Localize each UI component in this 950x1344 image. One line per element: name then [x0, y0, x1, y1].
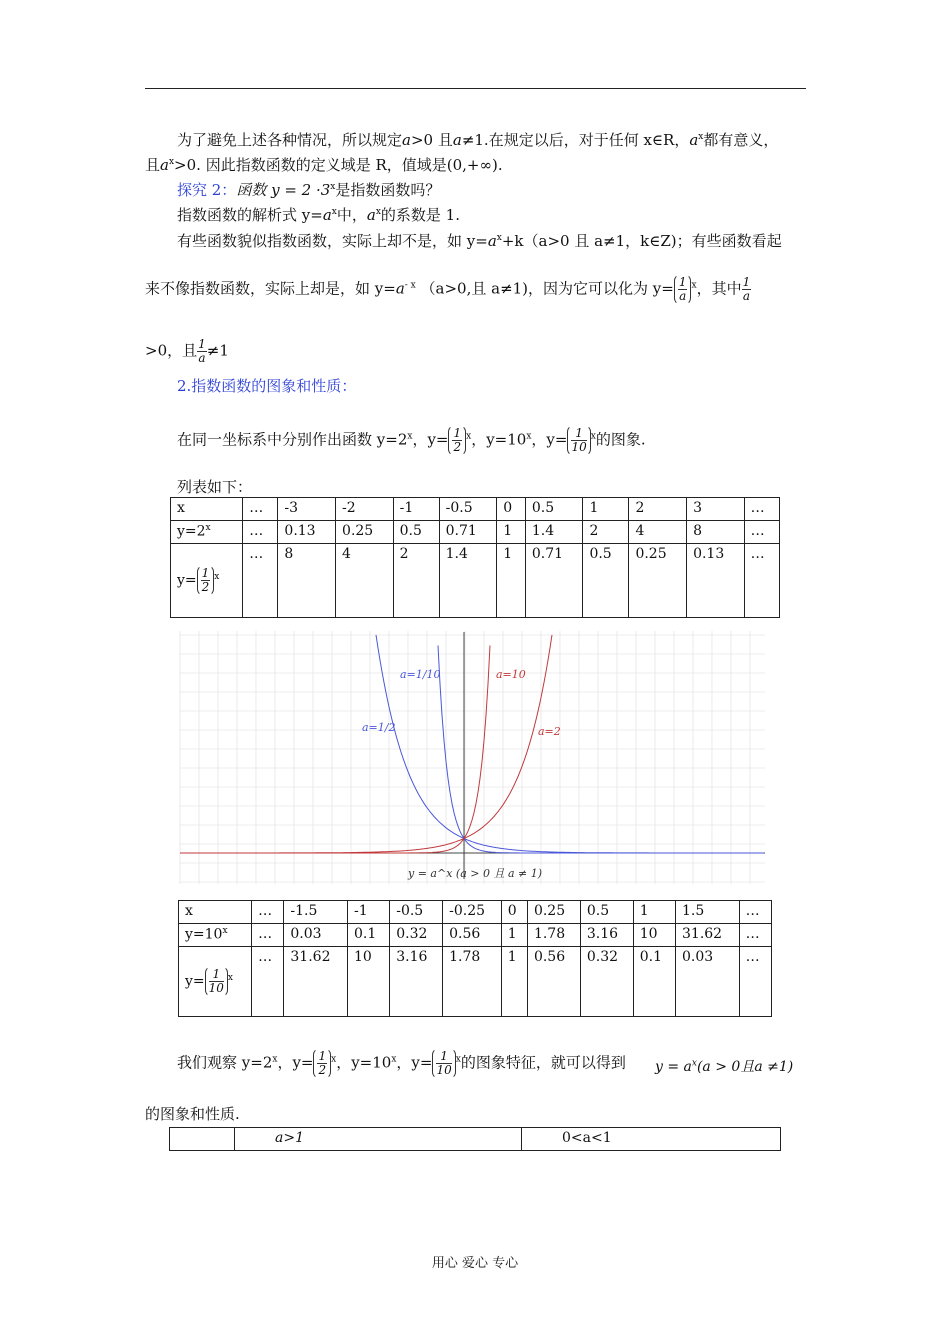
table-row: x … -3 -2 -1 -0.5 0 0.5 1 2 3 … [171, 498, 780, 521]
label-a-half: a=1/2 [362, 721, 396, 734]
formula: $y = a^x(a > 0$且a ≠1) [655, 1058, 794, 1075]
list-intro: 列表如下： [177, 478, 253, 496]
table-row: a>1 0<a<1 [170, 1128, 781, 1151]
section-heading: 2.指数函数的图象和性质： [177, 377, 357, 395]
paragraph-observe: 我们观察 $y=2^x$，y= $\frac{1}{2}$ $^x$，$y=10^x$，y= $\frac{1}{10}$ $^x$的图象特征，就可以得到 [177, 1049, 626, 1077]
value-table-2 [178, 900, 772, 1017]
paragraph-condition: >0，且 $\frac{1}{a}$ ≠1 [145, 337, 229, 365]
properties-table [169, 1127, 781, 1151]
paragraph-lookalike: 有些函数貌似指数函数，实际上却不是，如 $y=a^x+k(a>0$ 且 a≠1，k∈Z)；有些函数看起 [177, 232, 782, 250]
paragraph-domain-rule: 为了避免上述各种情况，所以规定a>0 且a≠1.在规定以后，对于任何 x∈R，$a^x$都有意义， [177, 131, 779, 149]
label-a-2: a=2 [538, 725, 561, 738]
page-footer: 用心 爱心 专心 [431, 1256, 519, 1271]
table-row: $y=2^x$ … 0.13 0.25 0.5 0.71 1 1.4 2 4 8 … [171, 521, 780, 544]
paragraph-properties: 的图象和性质. [145, 1105, 240, 1123]
label-a-tenth: a=1/10 [400, 668, 441, 681]
explore-2: 探究 2：函数 $y = 2 \cdot 3^x$是指数函数吗？ [177, 181, 441, 199]
explore-label: 探究 2： [177, 181, 237, 199]
exponential-graph [170, 629, 768, 890]
paragraph-range: 且$a^x>0$. 因此指数函数的定义域是 R，值域是(0,+∞). [145, 156, 503, 174]
value-table-1 [170, 497, 780, 618]
paragraph-coefficient: 指数函数的解析式 $y=a^x$中，$a^x$的系数是 1. [177, 206, 460, 224]
label-a-10: a=10 [496, 668, 526, 681]
graph-caption: y = a^x (a > 0 且 a ≠ 1) [408, 867, 543, 880]
header-rule [145, 88, 806, 89]
table-row: $y=10^x$ … 0.03 0.1 0.32 0.56 1 1.78 3.16 10 31.62 … [179, 924, 772, 947]
table-row: y= $\frac{1}{10}$ $^x$ … 31.62 10 3.16 1.78 1 0.56 0.32 0.1 0.03 … [179, 947, 772, 1017]
paragraph-hidden-exponential: 来不像指数函数，实际上却是，如 $y=a^{- x}$ （a>0,且 a≠1)，因为它可以化为 y= $\frac{1}{a}$ $^x$，其中 $\frac{1}{a}$ [145, 275, 751, 303]
paragraph-draw: 在同一坐标系中分别作出函数 $y=2^x$，y= $\frac{1}{2}$ $^x$，$y=10^x$，y= $\frac{1}{10}$ $^x$的图象. [177, 426, 646, 454]
table-row: x … -1.5 -1 -0.5 -0.25 0 0.25 0.5 1 1.5 … [179, 901, 772, 924]
table-row: y= $\frac{1}{2}$ $^x$ … 8 4 2 1.4 1 0.71 0.5 0.25 0.13 … [171, 544, 780, 618]
